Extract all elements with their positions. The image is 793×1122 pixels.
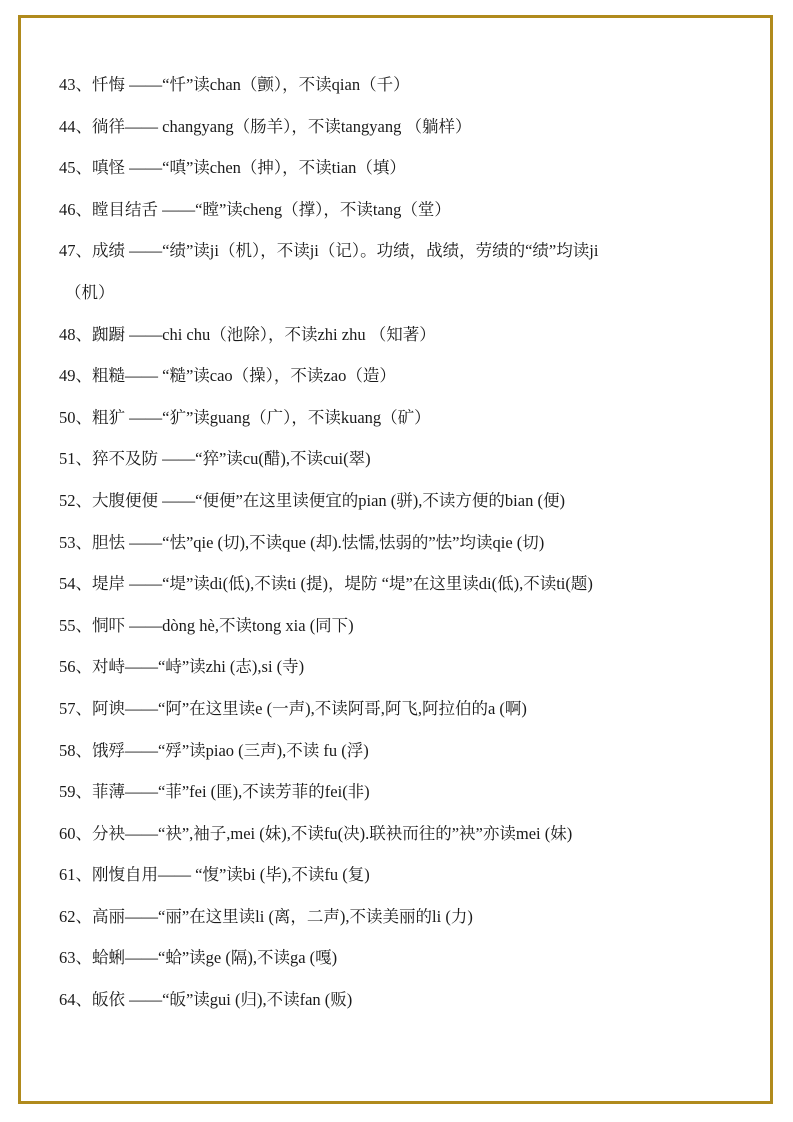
list-item: 48、踟蹰 ——chi chu（池除），不读zhi zhu （知著） [59, 324, 436, 344]
list-item: 43、忏悔 ——“忏”读chan（颤），不读qian（千） [59, 75, 410, 94]
pronunciation-list [59, 64, 739, 1021]
list-item-continuation: （机） [65, 282, 115, 302]
list-item: 63、蛤蜊——“蛤”读ge (隔),不读ga (嘎) [59, 948, 338, 968]
list-item: 50、粗犷 ——“犷”读guang（广），不读kuang（矿） [59, 407, 431, 427]
list-item: 47、成绩 ——“绩”读ji（机），不读ji（记）。功绩，战绩，劳绩的“绩”均读ji [59, 241, 599, 261]
list-item: 49、粗糙—— “糙”读cao（操），不读zao（造） [59, 366, 396, 386]
list-item: 51、猝不及防 ——“猝”读cu(醋),不读cui(翠) [59, 449, 371, 469]
list-item: 44、徜徉—— changyang（肠羊），不读tangyang （躺样） [59, 116, 472, 136]
list-item: 54、堤岸 ——“堤”读di(低),不读ti (提)，堤防 “堤”在这里读di(低),不读ti(题) [59, 574, 593, 594]
list-item: 58、饿殍——“殍”读piao (三声),不读 fu (浮) [59, 740, 369, 760]
list-item: 64、皈依 ——“皈”读gui (归),不读fan (贩) [59, 990, 353, 1010]
list-item: 60、分袂——“袂”,袖子,mei (妹),不读fu(决).联袂而往的”袂”亦读mei (妹) [59, 823, 573, 843]
list-item: 62、高丽——“丽”在这里读li (离，二声),不读美丽的li (力) [59, 906, 473, 926]
list-item: 52、大腹便便 ——“便便”在这里读便宜的pian (骈),不读方便的bian (便) [59, 490, 565, 510]
list-item: 46、瞠目结舌 ——“瞠”读cheng（撑），不读tang（堂） [59, 199, 451, 219]
list-item: 55、恫吓 ——dòng hè,不读tong xia (同下) [59, 615, 354, 635]
list-item: 59、菲薄——“菲”fei (匪),不读芳菲的fei(非) [59, 782, 370, 802]
list-item: 45、嗔怪 ——“嗔”读chen（抻），不读tian（填） [59, 158, 406, 178]
list-item: 56、对峙——“峙”读zhi (志),si (寺) [59, 657, 305, 677]
list-item: 53、胆怯 ——“怯”qie (切),不读que (却).怯懦,怯弱的”怯”均读qie (切) [59, 532, 545, 552]
list-item: 61、刚愎自用—— “愎”读bi (毕),不读fu (复) [59, 865, 370, 885]
list-item: 57、阿谀——“阿”在这里读e (一声),不读阿哥,阿飞,阿拉伯的a (啊) [59, 698, 527, 718]
